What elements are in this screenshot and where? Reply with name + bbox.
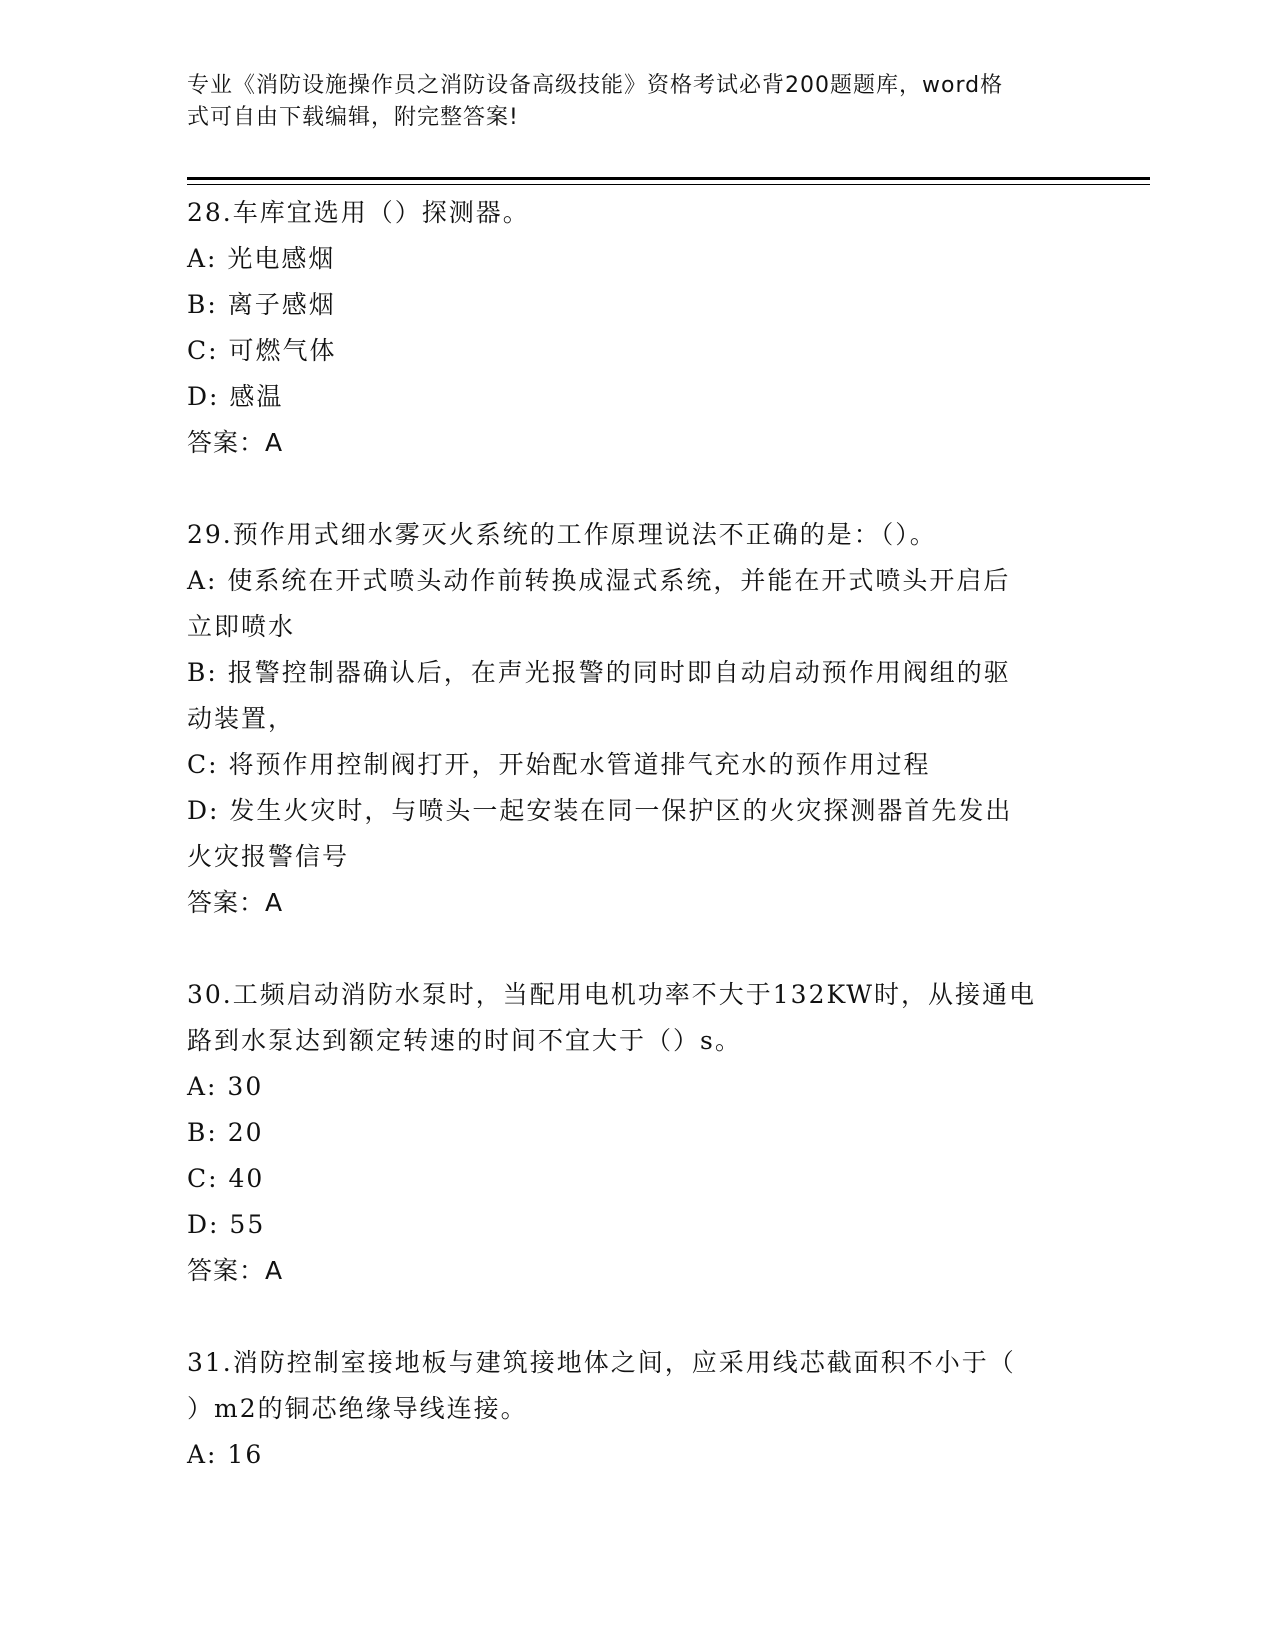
option-b <box>187 1110 1087 1156</box>
option-line: A: 30 <box>187 1072 264 1101</box>
option-a <box>187 1432 1087 1478</box>
question-stem <box>187 1340 1087 1432</box>
option-a <box>187 558 1087 650</box>
stem-line: 路到水泵达到额定转速的时间不宜大于（）s。 <box>187 1026 742 1055</box>
option-line: A: 16 <box>187 1440 264 1469</box>
option-line: C: 可燃气体 <box>187 336 337 365</box>
option-line: A: 使系统在开式喷头动作前转换成湿式系统，并能在开式喷头开启后 <box>187 566 1011 595</box>
option-c <box>187 328 1087 374</box>
option-c <box>187 742 1087 788</box>
option-line: C: 40 <box>187 1164 265 1193</box>
option-line: B: 离子感烟 <box>187 290 336 319</box>
option-line: D: 感温 <box>187 382 284 411</box>
question-29 <box>187 512 1087 926</box>
option-line: 火灾报警信号 <box>187 842 350 871</box>
header-rule-thin <box>187 184 1150 185</box>
option-d <box>187 788 1087 880</box>
stem-line: 29.预作用式细水雾灭火系统的工作原理说法不正确的是：（）。 <box>187 520 937 549</box>
question-28 <box>187 190 1087 466</box>
question-stem <box>187 972 1087 1064</box>
question-stem <box>187 190 1087 236</box>
header-line-1: 专业《消防设施操作员之消防设备高级技能》资格考试必背200题题库，word格 <box>187 73 1004 98</box>
option-a <box>187 1064 1087 1110</box>
stem-line: 30.工频启动消防水泵时，当配用电机功率不大于132KW时，从接通电 <box>187 980 1036 1009</box>
answer-label: 答案：A <box>187 1256 284 1285</box>
option-d <box>187 374 1087 420</box>
document-header <box>187 70 1077 134</box>
option-line: D: 发生火灾时，与喷头一起安装在同一保护区的火灾探测器首先发出 <box>187 796 1013 825</box>
option-line: 动装置， <box>187 704 296 733</box>
answer-label: 答案：A <box>187 888 284 917</box>
option-line: 立即喷水 <box>187 612 296 641</box>
option-line: C: 将预作用控制阀打开，开始配水管道排气充水的预作用过程 <box>187 750 931 779</box>
question-31 <box>187 1340 1087 1478</box>
option-line: B: 20 <box>187 1118 264 1147</box>
option-line: B: 报警控制器确认后，在声光报警的同时即自动启动预作用阀组的驱 <box>187 658 1011 687</box>
stem-line: ）m2的铜芯绝缘导线连接。 <box>187 1394 528 1423</box>
option-line: D: 55 <box>187 1210 266 1239</box>
stem-line: 31.消防控制室接地板与建筑接地体之间，应采用线芯截面积不小于（ <box>187 1348 1016 1377</box>
option-a <box>187 236 1087 282</box>
stem-line: 28.车库宜选用（）探测器。 <box>187 198 530 227</box>
option-d <box>187 1202 1087 1248</box>
question-stem <box>187 512 1087 558</box>
answer-label: 答案：A <box>187 428 284 457</box>
question-list <box>187 190 1087 1524</box>
option-b <box>187 650 1087 742</box>
question-30 <box>187 972 1087 1294</box>
option-b <box>187 282 1087 328</box>
header-line-2: 式可自由下载编辑，附完整答案! <box>187 105 519 130</box>
option-line: A: 光电感烟 <box>187 244 336 273</box>
header-rule-thick <box>187 177 1150 180</box>
option-c <box>187 1156 1087 1202</box>
